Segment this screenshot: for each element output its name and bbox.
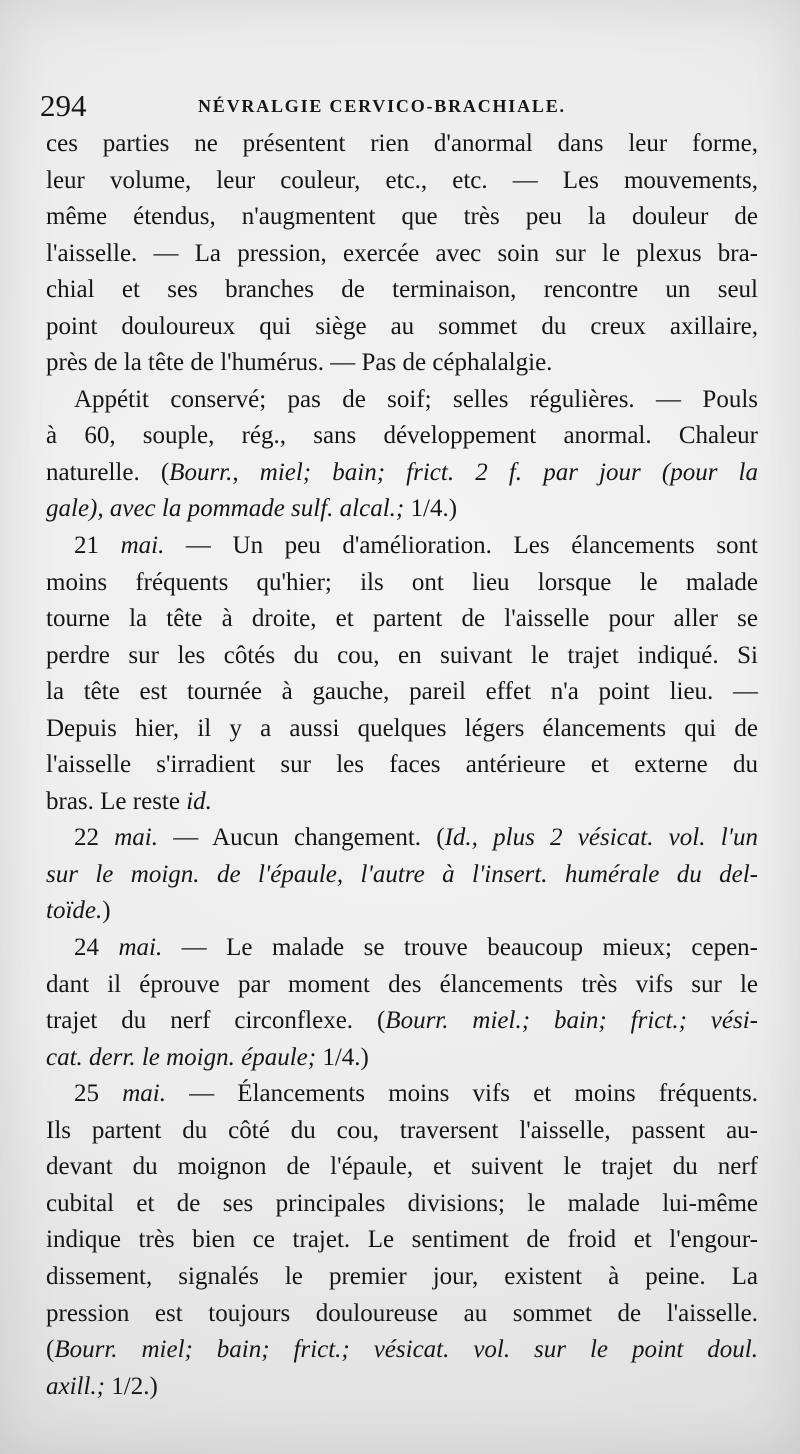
roman-text: — Un peu d'amélioration. Les élancements sont (164, 532, 758, 560)
italic-text: Bourr., miel; bain; frict. 2 f. par jour (pour la (169, 458, 759, 486)
roman-text: bras. Le reste (46, 787, 187, 815)
italic-text: Bourr. miel.; bain; frict.; vési- (385, 1007, 759, 1035)
roman-text: 1/4.) (410, 495, 458, 523)
roman-text: Ils partent du côté du cou, traversent l'aisselle, passent au- (46, 1116, 758, 1144)
text-line (46, 1040, 758, 1077)
roman-text: 21 (74, 532, 121, 560)
text-line (46, 565, 758, 602)
roman-text: 25 (74, 1080, 123, 1108)
body-text (46, 126, 758, 1405)
italic-text: mai. (120, 532, 165, 560)
text-line (46, 236, 758, 273)
text-line (46, 820, 758, 857)
roman-text: 24 (74, 934, 119, 962)
italic-text: mai. (114, 824, 158, 852)
text-line (46, 967, 758, 1004)
text-line (46, 163, 758, 200)
roman-text: à 60, souple, rég., sans développement anormal. Chaleur (46, 422, 758, 450)
text-line (46, 747, 758, 784)
text-line (46, 1003, 758, 1040)
italic-text: mai. (118, 934, 163, 962)
text-line (46, 455, 758, 492)
text-line (46, 601, 758, 638)
roman-text: chial et ses branches de terminaison, rencontre un seul (46, 276, 758, 304)
roman-text: 1/2.) (111, 1372, 158, 1400)
text-line (46, 126, 758, 163)
italic-text: Bourr. miel; bain; frict.; vésicat. vol. sur le point doul. (54, 1336, 758, 1364)
text-line (46, 638, 758, 675)
roman-text: naturelle. ( (46, 458, 170, 486)
roman-text: Appétit conservé; pas de soif; selles régulières. — Pouls (74, 385, 758, 413)
text-line (46, 199, 758, 236)
roman-text: près de la tête de l'humérus. — Pas de céphalalgie. (46, 349, 553, 377)
text-line (46, 1076, 758, 1113)
text-line (46, 382, 758, 419)
page-header (40, 86, 760, 126)
text-line (46, 857, 758, 894)
roman-text: ( (46, 1336, 55, 1364)
roman-text: leur volume, leur couleur, etc., etc. — Les mouvements, (46, 166, 758, 194)
roman-text: devant du moignon de l'épaule, et suivent le trajet du nerf (46, 1153, 758, 1181)
text-line (46, 491, 758, 528)
page-number: 294 (40, 88, 87, 123)
italic-text: gale), avec la pommade sulf. alcal.; (46, 495, 411, 523)
text-line (46, 272, 758, 309)
text-line (46, 418, 758, 455)
text-line (46, 1222, 758, 1259)
roman-text: la tête est tournée à gauche, pareil effet n'a point lieu. — (46, 678, 758, 706)
roman-text: l'aisselle. — La pression, exercée avec soin sur le plexus bra- (46, 239, 758, 267)
text-line (46, 1296, 758, 1333)
text-line (46, 1369, 758, 1406)
text-line (46, 674, 758, 711)
roman-text: tourne la tête à droite, et partent de l'aisselle pour aller se (46, 605, 758, 633)
roman-text: 1/4.) (322, 1043, 369, 1071)
italic-text: Id., plus 2 vésicat. vol. l'un (444, 824, 759, 852)
text-line (46, 784, 758, 821)
roman-text: — Élancements moins vifs et moins fréquents. (165, 1080, 758, 1108)
text-line (46, 1259, 758, 1296)
roman-text: même étendus, n'augmentent que très peu la douleur de (46, 203, 758, 231)
text-line (46, 1149, 758, 1186)
roman-text: point douloureux qui siège au sommet du creux axillaire, (46, 312, 758, 340)
roman-text: — Le malade se trouve beaucoup mieux; cepen- (162, 934, 759, 962)
text-line (46, 528, 758, 565)
italic-text: id. (186, 787, 212, 815)
roman-text: moins fréquents qu'hier; ils ont lieu lorsque le malade (46, 568, 758, 596)
roman-text: Depuis hier, il y a aussi quelques légers élancements qui de (46, 714, 758, 742)
italic-text: sur le moign. de l'épaule, l'autre à l'insert. humérale du del- (46, 860, 758, 888)
roman-text: 22 (74, 824, 115, 852)
running-head: NÉVRALGIE CERVICO-BRACHIALE. (198, 96, 566, 116)
text-line (46, 711, 758, 748)
roman-text: indique très bien ce trajet. Le sentiment de froid et l'engour- (46, 1226, 758, 1254)
text-line (46, 345, 758, 382)
text-line (46, 893, 758, 930)
roman-text: pression est toujours douloureuse au sommet de l'aisselle. (46, 1299, 758, 1327)
italic-text: cat. derr. le moign. épaule; (46, 1043, 323, 1071)
roman-text: — Aucun changement. ( (158, 824, 445, 852)
roman-text: ces parties ne présentent rien d'anormal dans leur forme, (46, 130, 758, 157)
italic-text: mai. (122, 1080, 166, 1108)
roman-text: perdre sur les côtés du cou, en suivant le trajet indiqué. Si (46, 641, 758, 669)
roman-text: ) (102, 897, 111, 925)
roman-text: cubital et de ses principales divisions; le malade lui-même (46, 1189, 758, 1217)
roman-text: dissement, signalés le premier jour, existent à peine. La (46, 1262, 758, 1290)
text-line (46, 309, 758, 346)
italic-text: axill.; (46, 1372, 112, 1400)
roman-text: dant il éprouve par moment des élancements très vifs sur le (46, 970, 758, 998)
text-line (46, 1332, 758, 1369)
roman-text: l'aisselle s'irradient sur les faces antérieure et externe du (46, 751, 758, 779)
text-line (46, 1113, 758, 1150)
italic-text: toïde. (46, 897, 103, 925)
roman-text: trajet du nerf circonflexe. ( (46, 1007, 386, 1035)
text-line (46, 930, 758, 967)
text-line (46, 1186, 758, 1223)
